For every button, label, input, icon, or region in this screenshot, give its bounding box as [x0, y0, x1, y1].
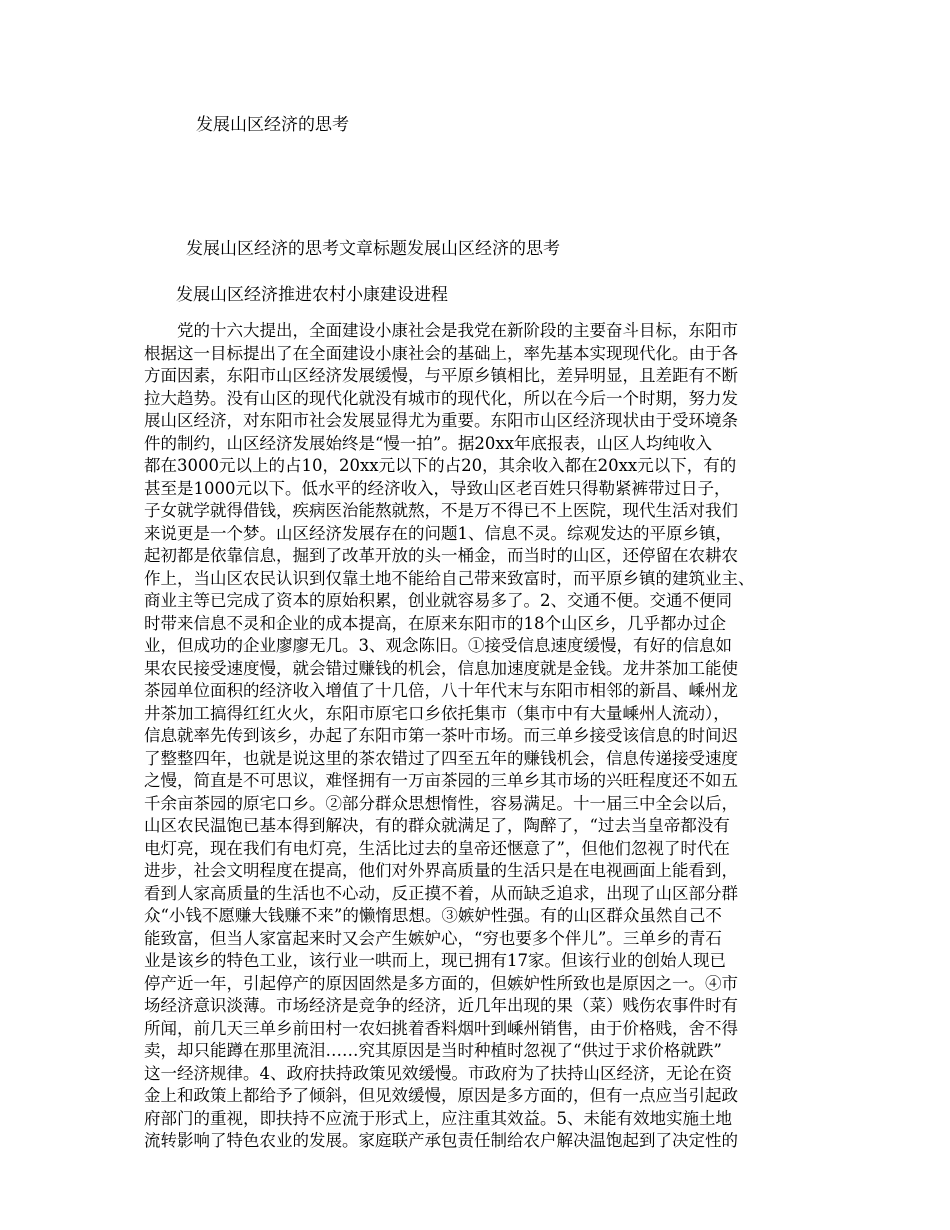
body-line: 府部门的重视，即扶持不应流于形式上，应注重其效益。5、未能有效地实施土地	[144, 1108, 732, 1128]
body-line: 茶园单位面积的经济收入增值了十几倍，八十年代末与东阳市相邻的新昌、嵊州龙	[144, 681, 738, 700]
body-line: 方面因素，东阳市山区经济发展缓慢，与平原乡镇相比，差异明显，且差距有不断	[144, 366, 738, 385]
body-line: 所闻，前几天三单乡前田村一农妇挑着香料烟叶到嵊州销售，由于价格贱，舍不得	[144, 1018, 738, 1038]
body-line: 这一经济规律。4、政府扶持政策见效缓慢。市政府为了扶持山区经济，无论在资	[144, 1063, 732, 1083]
document-title: 发展山区经济的思考	[196, 115, 349, 135]
body-line: 流转影响了特色农业的发展。家庭联产承包责任制给农户解决温饱起到了决定性的	[144, 1131, 738, 1150]
body-line: 场经济意识淡薄。市场经济是竞争的经济，近几年出现的果（菜）贱伤农事件时有	[144, 996, 738, 1015]
body-line: 卖，却只能蹲在那里流泪……究其原因是当时种植时忽视了“供过于求价格就跌”	[144, 1041, 722, 1060]
body-line: 起初都是依靠信息，掘到了改革开放的头一桶金，而当时的山区，还停留在农耕农	[144, 546, 738, 565]
body-line: 千余亩茶园的原宅口乡。②部分群众思想惰性，容易满足。十一届三中全会以后，	[144, 793, 738, 813]
body-line: 甚至是1000元以下。低水平的经济收入，导致山区老百姓只得勒紧裤带过日子，	[144, 478, 731, 498]
body-line: 进步，社会文明程度在提高，他们对外界高质量的生活只是在电视画面上能看到，	[144, 861, 738, 880]
body-line: 能致富，但当人家富起来时又会产生嫉妒心，“穷也要多个伴儿”。三单乡的青石	[144, 928, 722, 948]
body-paragraph	[144, 320, 834, 1153]
body-line: 井茶加工搞得红红火火，东阳市原宅口乡依托集市（集市中有大量嵊州人流动），	[144, 703, 730, 723]
body-line: 商业主等已完成了资本的原始积累，创业就容易多了。2、交通不便。交通不便同	[144, 591, 732, 610]
body-line: 都在3000元以上的占10，20xx元以下的占20，其余收入都在20xx元以下，有的	[144, 456, 737, 475]
body-line: 看到人家高质量的生活也不心动，反正摸不着，从而缺乏追求，出现了山区部分群	[144, 883, 738, 903]
body-line: 根据这一目标提出了在全面建设小康社会的基础上，率先基本实现现代化。由于各	[144, 343, 738, 363]
body-line: 展山区经济，对东阳市社会发展显得尤为重要。东阳市山区经济现状由于受环境条	[144, 411, 738, 430]
body-line: 拉大趋势。没有山区的现代化就没有城市的现代化，所以在今后一个时期，努力发	[144, 388, 738, 408]
body-line: 了整整四年，也就是说这里的茶农错过了四至五年的赚钱机会，信息传递接受速度	[144, 748, 738, 768]
body-line: 业是该乡的特色工业，该行业一哄而上，现已拥有17家。但该行业的创始人现已	[144, 951, 726, 970]
article-heading: 发展山区经济的思考文章标题发展山区经济的思考	[186, 239, 560, 259]
body-line: 众“小钱不愿赚大钱赚不来”的懒惰思想。③嫉妒性强。有的山区群众虽然自己不	[144, 906, 722, 925]
body-line: 信息就率先传到该乡，办起了东阳市第一茶叶市场。而三单乡接受该信息的时间迟	[144, 726, 738, 745]
article-subheading: 发展山区经济推进农村小康建设进程	[176, 285, 448, 305]
body-line: 件的制约，山区经济发展始终是“慢一拍”。据20xx年底报表，山区人均纯收入	[144, 433, 712, 453]
body-line: 电灯亮，现在我们有电灯亮，生活比过去的皇帝还惬意了”，但他们忽视了时代在	[144, 838, 730, 858]
body-line: 山区农民温饱已基本得到解决，有的群众就满足了，陶醉了，“过去当皇帝都没有	[144, 816, 730, 835]
body-line: 金上和政策上都给予了倾斜，但见效缓慢，原因是多方面的，但有一点应当引起政	[144, 1086, 738, 1105]
body-line: 来说更是一个梦。山区经济发展存在的问题1、信息不灵。综观发达的平原乡镇，	[144, 523, 732, 543]
body-line: 作上，当山区农民认识到仅靠土地不能给自己带来致富时，而平原乡镇的建筑业主、	[144, 568, 755, 588]
body-line: 业，但成功的企业廖廖无几。3、观念陈旧。①接受信息速度缓慢，有好的信息如	[144, 636, 732, 655]
body-line: 党的十六大提出，全面建设小康社会是我党在新阶段的主要奋斗目标，东阳市	[144, 321, 738, 340]
body-line: 之慢，简直是不可思议，难怪拥有一万亩茶园的三单乡其市场的兴旺程度还不如五	[144, 771, 738, 790]
body-line: 时带来信息不灵和企业的成本提高，在原来东阳市的18个山区乡，几乎都办过企	[144, 613, 726, 633]
body-line: 果农民接受速度慢，就会错过赚钱的机会，信息加速度就是金钱。龙井茶加工能使	[144, 658, 738, 678]
body-line: 停产近一年，引起停产的原因固然是多方面的，但嫉妒性所致也是原因之一。④市	[144, 973, 738, 993]
body-line: 子女就学就得借钱，疾病医治能熬就熬，不是万不得已不上医院，现代生活对我们	[144, 501, 738, 520]
